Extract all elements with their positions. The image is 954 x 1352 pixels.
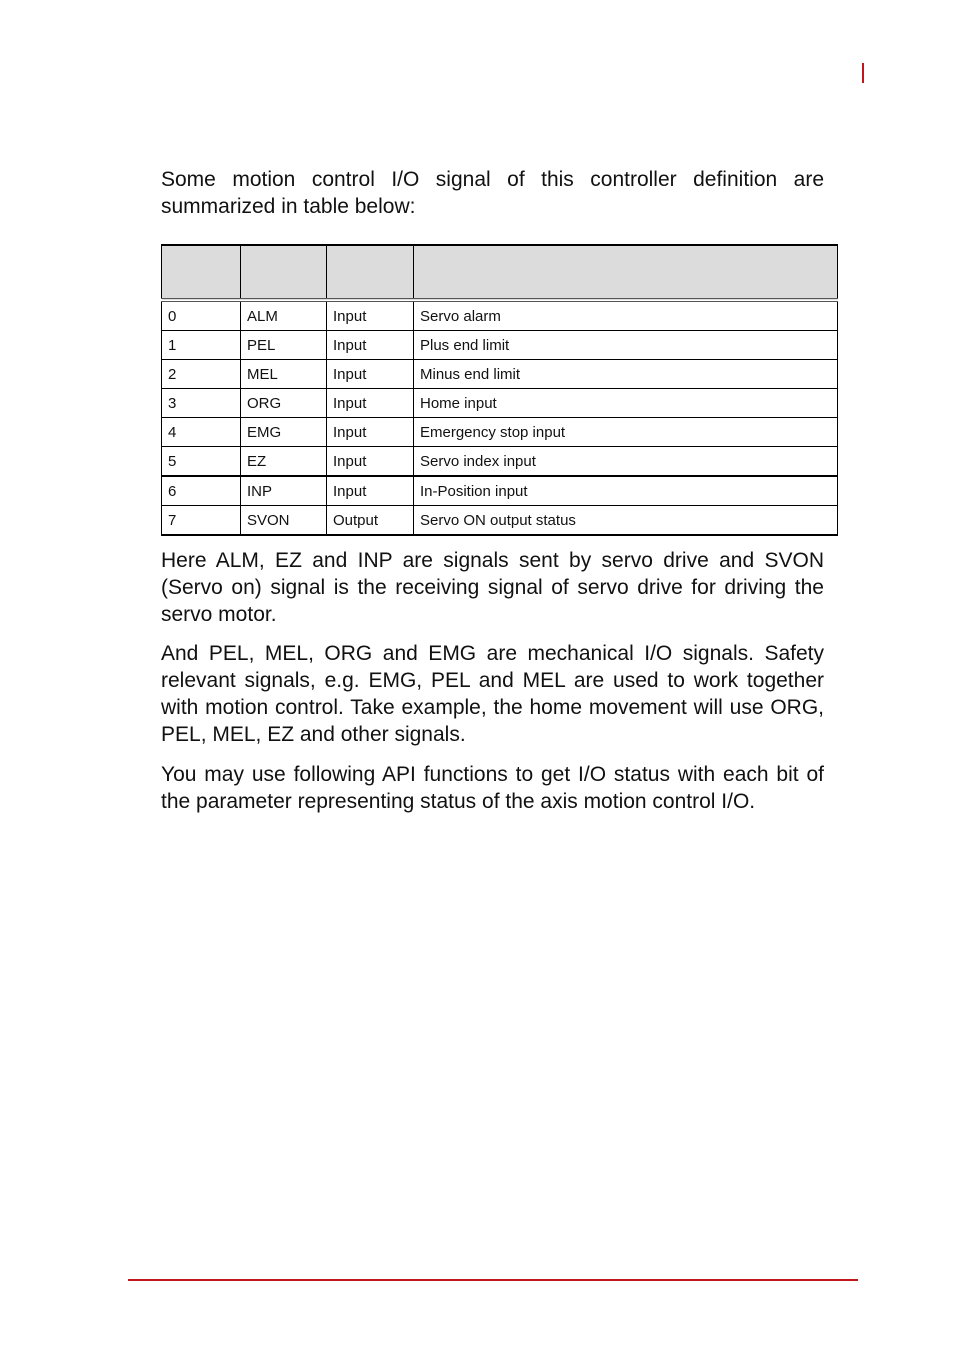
top-margin-marker bbox=[862, 63, 864, 83]
table-row bbox=[162, 447, 838, 477]
header-direction bbox=[327, 245, 414, 300]
cell-bit: 4 bbox=[162, 418, 241, 447]
cell-bit: 0 bbox=[162, 300, 241, 331]
cell-bit: 7 bbox=[162, 506, 241, 536]
cell-direction: Input bbox=[327, 331, 414, 360]
cell-direction: Output bbox=[327, 506, 414, 536]
cell-description: Emergency stop input bbox=[414, 418, 838, 447]
table-row bbox=[162, 389, 838, 418]
cell-bit: 1 bbox=[162, 331, 241, 360]
intro-paragraph: Some motion control I/O signal of this controller definition are summarized in table below: bbox=[161, 168, 824, 218]
footer-rule bbox=[128, 1279, 858, 1281]
cell-direction: Input bbox=[327, 300, 414, 331]
cell-signal: ORG bbox=[241, 389, 327, 418]
io-signal-table bbox=[161, 244, 838, 536]
cell-description: Servo ON output status bbox=[414, 506, 838, 536]
table-row bbox=[162, 418, 838, 447]
table-row bbox=[162, 476, 838, 506]
cell-bit: 6 bbox=[162, 476, 241, 506]
cell-direction: Input bbox=[327, 360, 414, 389]
cell-description: Servo index input bbox=[414, 447, 838, 477]
cell-direction: Input bbox=[327, 476, 414, 506]
table-row bbox=[162, 360, 838, 389]
cell-direction: Input bbox=[327, 389, 414, 418]
cell-bit: 2 bbox=[162, 360, 241, 389]
cell-description: Plus end limit bbox=[414, 331, 838, 360]
cell-signal: INP bbox=[241, 476, 327, 506]
cell-signal: MEL bbox=[241, 360, 327, 389]
cell-signal: EZ bbox=[241, 447, 327, 477]
servo-signals-paragraph: Here ALM, EZ and INP are signals sent by servo drive and SVON (Servo on) signal is the receiving signal of servo drive for driving the servo motor. bbox=[161, 549, 824, 626]
cell-direction: Input bbox=[327, 447, 414, 477]
table-row bbox=[162, 331, 838, 360]
cell-bit: 5 bbox=[162, 447, 241, 477]
cell-direction: Input bbox=[327, 418, 414, 447]
header-bit bbox=[162, 245, 241, 300]
cell-signal: SVON bbox=[241, 506, 327, 536]
cell-description: Minus end limit bbox=[414, 360, 838, 389]
cell-signal: ALM bbox=[241, 300, 327, 331]
cell-bit: 3 bbox=[162, 389, 241, 418]
cell-description: Home input bbox=[414, 389, 838, 418]
header-signal bbox=[241, 245, 327, 300]
cell-description: In-Position input bbox=[414, 476, 838, 506]
api-functions-paragraph: You may use following API functions to get I/O status with each bit of the parameter representing status of the axis motion control I/O. bbox=[161, 763, 824, 813]
cell-signal: EMG bbox=[241, 418, 327, 447]
header-description bbox=[414, 245, 838, 300]
mechanical-signals-paragraph: And PEL, MEL, ORG and EMG are mechanical I/O signals. Safety relevant signals, e.g. EMG, PEL and MEL are used to work together with motion control. Take example, the home movement will use ORG, PEL, MEL, EZ and other signals. bbox=[161, 642, 824, 746]
table-row bbox=[162, 300, 838, 331]
cell-signal: PEL bbox=[241, 331, 327, 360]
cell-description: Servo alarm bbox=[414, 300, 838, 331]
table-header-row bbox=[162, 245, 838, 300]
table-row bbox=[162, 506, 838, 536]
